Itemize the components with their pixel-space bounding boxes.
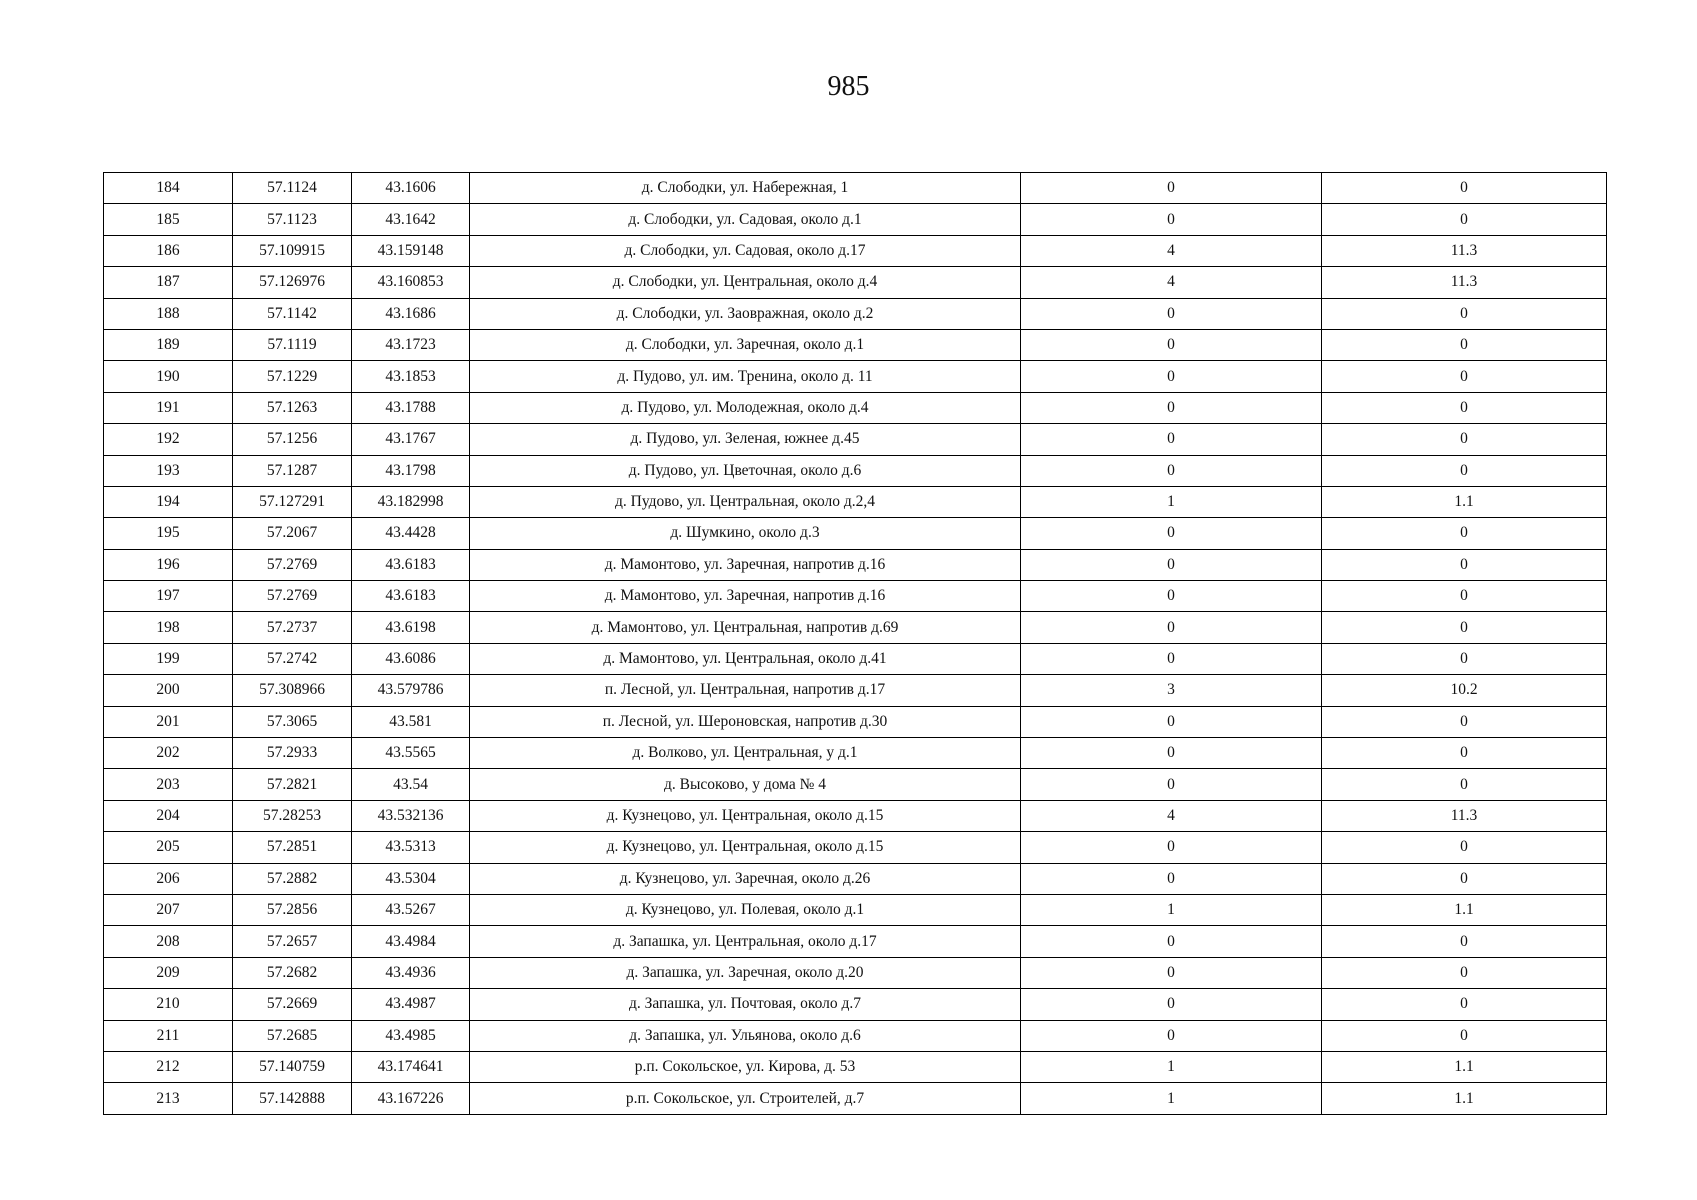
latitude-cell: 57.1229 xyxy=(233,361,352,392)
longitude-cell: 43.6183 xyxy=(352,581,470,612)
address-cell: д. Запашка, ул. Почтовая, около д.7 xyxy=(470,989,1021,1020)
longitude-cell: 43.1723 xyxy=(352,329,470,360)
table-row xyxy=(104,581,1607,612)
latitude-cell: 57.2769 xyxy=(233,549,352,580)
address-cell: д. Слободки, ул. Заречная, около д.1 xyxy=(470,329,1021,360)
address-cell: д. Мамонтово, ул. Центральная, около д.41 xyxy=(470,643,1021,674)
count-cell: 0 xyxy=(1021,518,1322,549)
value-cell: 0 xyxy=(1322,989,1607,1020)
row-number-cell: 192 xyxy=(104,424,233,455)
row-number-cell: 191 xyxy=(104,392,233,423)
address-cell: п. Лесной, ул. Шероновская, напротив д.30 xyxy=(470,706,1021,737)
latitude-cell: 57.142888 xyxy=(233,1083,352,1114)
address-cell: д. Высоково, у дома № 4 xyxy=(470,769,1021,800)
latitude-cell: 57.2657 xyxy=(233,926,352,957)
row-number-cell: 202 xyxy=(104,738,233,769)
address-cell: д. Кузнецово, ул. Центральная, около д.15 xyxy=(470,800,1021,831)
table-row xyxy=(104,832,1607,863)
value-cell: 1.1 xyxy=(1322,894,1607,925)
count-cell: 1 xyxy=(1021,894,1322,925)
table-row xyxy=(104,424,1607,455)
longitude-cell: 43.1642 xyxy=(352,204,470,235)
longitude-cell: 43.5304 xyxy=(352,863,470,894)
latitude-cell: 57.2669 xyxy=(233,989,352,1020)
address-cell: д. Волково, ул. Центральная, у д.1 xyxy=(470,738,1021,769)
row-number-cell: 207 xyxy=(104,894,233,925)
value-cell: 0 xyxy=(1322,926,1607,957)
value-cell: 0 xyxy=(1322,832,1607,863)
longitude-cell: 43.1767 xyxy=(352,424,470,455)
address-cell: д. Мамонтово, ул. Центральная, напротив д.69 xyxy=(470,612,1021,643)
latitude-cell: 57.2685 xyxy=(233,1020,352,1051)
count-cell: 0 xyxy=(1021,204,1322,235)
row-number-cell: 213 xyxy=(104,1083,233,1114)
longitude-cell: 43.6086 xyxy=(352,643,470,674)
count-cell: 0 xyxy=(1021,361,1322,392)
longitude-cell: 43.182998 xyxy=(352,486,470,517)
row-number-cell: 195 xyxy=(104,518,233,549)
value-cell: 0 xyxy=(1322,298,1607,329)
longitude-cell: 43.4936 xyxy=(352,957,470,988)
latitude-cell: 57.126976 xyxy=(233,267,352,298)
value-cell: 0 xyxy=(1322,549,1607,580)
count-cell: 0 xyxy=(1021,643,1322,674)
count-cell: 0 xyxy=(1021,392,1322,423)
row-number-cell: 211 xyxy=(104,1020,233,1051)
page-number: 985 xyxy=(827,71,870,102)
longitude-cell: 43.4428 xyxy=(352,518,470,549)
latitude-cell: 57.109915 xyxy=(233,235,352,266)
value-cell: 1.1 xyxy=(1322,1083,1607,1114)
address-cell: д. Слободки, ул. Набережная, 1 xyxy=(470,173,1021,204)
count-cell: 0 xyxy=(1021,1020,1322,1051)
latitude-cell: 57.2933 xyxy=(233,738,352,769)
count-cell: 0 xyxy=(1021,706,1322,737)
value-cell: 0 xyxy=(1322,769,1607,800)
table-row xyxy=(104,1020,1607,1051)
value-cell: 1.1 xyxy=(1322,486,1607,517)
count-cell: 0 xyxy=(1021,863,1322,894)
latitude-cell: 57.1256 xyxy=(233,424,352,455)
latitude-cell: 57.1124 xyxy=(233,173,352,204)
latitude-cell: 57.1287 xyxy=(233,455,352,486)
longitude-cell: 43.1788 xyxy=(352,392,470,423)
latitude-cell: 57.2742 xyxy=(233,643,352,674)
latitude-cell: 57.2067 xyxy=(233,518,352,549)
value-cell: 0 xyxy=(1322,204,1607,235)
address-cell: д. Слободки, ул. Садовая, около д.17 xyxy=(470,235,1021,266)
table-body xyxy=(104,173,1607,1115)
table-row xyxy=(104,863,1607,894)
row-number-cell: 212 xyxy=(104,1051,233,1082)
row-number-cell: 186 xyxy=(104,235,233,266)
longitude-cell: 43.1798 xyxy=(352,455,470,486)
count-cell: 0 xyxy=(1021,298,1322,329)
row-number-cell: 197 xyxy=(104,581,233,612)
table-row xyxy=(104,235,1607,266)
count-cell: 4 xyxy=(1021,267,1322,298)
longitude-cell: 43.167226 xyxy=(352,1083,470,1114)
table-row xyxy=(104,267,1607,298)
value-cell: 1.1 xyxy=(1322,1051,1607,1082)
table-row xyxy=(104,518,1607,549)
count-cell: 1 xyxy=(1021,1051,1322,1082)
count-cell: 0 xyxy=(1021,926,1322,957)
row-number-cell: 199 xyxy=(104,643,233,674)
longitude-cell: 43.1686 xyxy=(352,298,470,329)
value-cell: 0 xyxy=(1322,361,1607,392)
row-number-cell: 185 xyxy=(104,204,233,235)
latitude-cell: 57.127291 xyxy=(233,486,352,517)
latitude-cell: 57.2821 xyxy=(233,769,352,800)
table-row xyxy=(104,173,1607,204)
table-row xyxy=(104,738,1607,769)
table-row xyxy=(104,643,1607,674)
address-cell: д. Слободки, ул. Центральная, около д.4 xyxy=(470,267,1021,298)
table-row xyxy=(104,298,1607,329)
address-cell: д. Пудово, ул. Цветочная, около д.6 xyxy=(470,455,1021,486)
value-cell: 0 xyxy=(1322,173,1607,204)
longitude-cell: 43.5267 xyxy=(352,894,470,925)
address-cell: п. Лесной, ул. Центральная, напротив д.17 xyxy=(470,675,1021,706)
latitude-cell: 57.2851 xyxy=(233,832,352,863)
longitude-cell: 43.5313 xyxy=(352,832,470,863)
count-cell: 1 xyxy=(1021,486,1322,517)
address-cell: д. Шумкино, около д.3 xyxy=(470,518,1021,549)
row-number-cell: 198 xyxy=(104,612,233,643)
count-cell: 4 xyxy=(1021,235,1322,266)
address-cell: д. Запашка, ул. Центральная, около д.17 xyxy=(470,926,1021,957)
longitude-cell: 43.159148 xyxy=(352,235,470,266)
address-cell: д. Слободки, ул. Заовражная, около д.2 xyxy=(470,298,1021,329)
longitude-cell: 43.581 xyxy=(352,706,470,737)
count-cell: 0 xyxy=(1021,581,1322,612)
table-row xyxy=(104,612,1607,643)
latitude-cell: 57.2856 xyxy=(233,894,352,925)
longitude-cell: 43.5565 xyxy=(352,738,470,769)
value-cell: 11.3 xyxy=(1322,800,1607,831)
table-row xyxy=(104,989,1607,1020)
value-cell: 0 xyxy=(1322,643,1607,674)
table-row xyxy=(104,329,1607,360)
row-number-cell: 193 xyxy=(104,455,233,486)
table-row xyxy=(104,675,1607,706)
address-cell: д. Мамонтово, ул. Заречная, напротив д.16 xyxy=(470,581,1021,612)
row-number-cell: 190 xyxy=(104,361,233,392)
row-number-cell: 188 xyxy=(104,298,233,329)
count-cell: 0 xyxy=(1021,957,1322,988)
count-cell: 0 xyxy=(1021,455,1322,486)
latitude-cell: 57.28253 xyxy=(233,800,352,831)
latitude-cell: 57.1142 xyxy=(233,298,352,329)
table-row xyxy=(104,204,1607,235)
row-number-cell: 189 xyxy=(104,329,233,360)
latitude-cell: 57.2882 xyxy=(233,863,352,894)
table-row xyxy=(104,926,1607,957)
value-cell: 0 xyxy=(1322,581,1607,612)
address-cell: д. Пудово, ул. им. Тренина, около д. 11 xyxy=(470,361,1021,392)
table-row xyxy=(104,549,1607,580)
row-number-cell: 205 xyxy=(104,832,233,863)
address-cell: д. Запашка, ул. Заречная, около д.20 xyxy=(470,957,1021,988)
longitude-cell: 43.4984 xyxy=(352,926,470,957)
count-cell: 0 xyxy=(1021,549,1322,580)
table-row xyxy=(104,392,1607,423)
row-number-cell: 210 xyxy=(104,989,233,1020)
value-cell: 0 xyxy=(1322,612,1607,643)
value-cell: 11.3 xyxy=(1322,235,1607,266)
value-cell: 0 xyxy=(1322,329,1607,360)
longitude-cell: 43.160853 xyxy=(352,267,470,298)
points-table xyxy=(103,172,1607,1115)
table-row xyxy=(104,1051,1607,1082)
count-cell: 4 xyxy=(1021,800,1322,831)
address-cell: д. Мамонтово, ул. Заречная, напротив д.16 xyxy=(470,549,1021,580)
longitude-cell: 43.6183 xyxy=(352,549,470,580)
value-cell: 0 xyxy=(1322,1020,1607,1051)
row-number-cell: 194 xyxy=(104,486,233,517)
table-row xyxy=(104,486,1607,517)
value-cell: 11.3 xyxy=(1322,267,1607,298)
count-cell: 0 xyxy=(1021,738,1322,769)
longitude-cell: 43.6198 xyxy=(352,612,470,643)
count-cell: 0 xyxy=(1021,329,1322,360)
value-cell: 10.2 xyxy=(1322,675,1607,706)
count-cell: 0 xyxy=(1021,769,1322,800)
latitude-cell: 57.140759 xyxy=(233,1051,352,1082)
row-number-cell: 184 xyxy=(104,173,233,204)
latitude-cell: 57.3065 xyxy=(233,706,352,737)
address-cell: д. Кузнецово, ул. Заречная, около д.26 xyxy=(470,863,1021,894)
latitude-cell: 57.1119 xyxy=(233,329,352,360)
value-cell: 0 xyxy=(1322,738,1607,769)
longitude-cell: 43.4985 xyxy=(352,1020,470,1051)
longitude-cell: 43.1606 xyxy=(352,173,470,204)
row-number-cell: 209 xyxy=(104,957,233,988)
latitude-cell: 57.308966 xyxy=(233,675,352,706)
value-cell: 0 xyxy=(1322,424,1607,455)
longitude-cell: 43.579786 xyxy=(352,675,470,706)
address-cell: д. Пудово, ул. Молодежная, около д.4 xyxy=(470,392,1021,423)
row-number-cell: 187 xyxy=(104,267,233,298)
value-cell: 0 xyxy=(1322,863,1607,894)
address-cell: д. Слободки, ул. Садовая, около д.1 xyxy=(470,204,1021,235)
count-cell: 0 xyxy=(1021,612,1322,643)
row-number-cell: 208 xyxy=(104,926,233,957)
address-cell: д. Кузнецово, ул. Полевая, около д.1 xyxy=(470,894,1021,925)
latitude-cell: 57.1123 xyxy=(233,204,352,235)
row-number-cell: 201 xyxy=(104,706,233,737)
value-cell: 0 xyxy=(1322,518,1607,549)
table-row xyxy=(104,361,1607,392)
table-row xyxy=(104,1083,1607,1114)
count-cell: 0 xyxy=(1021,424,1322,455)
address-cell: д. Запашка, ул. Ульянова, около д.6 xyxy=(470,1020,1021,1051)
count-cell: 0 xyxy=(1021,173,1322,204)
table-row xyxy=(104,769,1607,800)
row-number-cell: 206 xyxy=(104,863,233,894)
table-row xyxy=(104,894,1607,925)
value-cell: 0 xyxy=(1322,455,1607,486)
latitude-cell: 57.2769 xyxy=(233,581,352,612)
table-row xyxy=(104,957,1607,988)
address-cell: р.п. Сокольское, ул. Строителей, д.7 xyxy=(470,1083,1021,1114)
longitude-cell: 43.4987 xyxy=(352,989,470,1020)
row-number-cell: 204 xyxy=(104,800,233,831)
longitude-cell: 43.1853 xyxy=(352,361,470,392)
value-cell: 0 xyxy=(1322,706,1607,737)
row-number-cell: 203 xyxy=(104,769,233,800)
table-row xyxy=(104,706,1607,737)
count-cell: 0 xyxy=(1021,989,1322,1020)
longitude-cell: 43.54 xyxy=(352,769,470,800)
row-number-cell: 196 xyxy=(104,549,233,580)
table-row xyxy=(104,455,1607,486)
count-cell: 1 xyxy=(1021,1083,1322,1114)
latitude-cell: 57.2737 xyxy=(233,612,352,643)
latitude-cell: 57.1263 xyxy=(233,392,352,423)
longitude-cell: 43.532136 xyxy=(352,800,470,831)
value-cell: 0 xyxy=(1322,957,1607,988)
address-cell: р.п. Сокольское, ул. Кирова, д. 53 xyxy=(470,1051,1021,1082)
address-cell: д. Пудово, ул. Зеленая, южнее д.45 xyxy=(470,424,1021,455)
table-row xyxy=(104,800,1607,831)
value-cell: 0 xyxy=(1322,392,1607,423)
row-number-cell: 200 xyxy=(104,675,233,706)
latitude-cell: 57.2682 xyxy=(233,957,352,988)
address-cell: д. Пудово, ул. Центральная, около д.2,4 xyxy=(470,486,1021,517)
longitude-cell: 43.174641 xyxy=(352,1051,470,1082)
count-cell: 3 xyxy=(1021,675,1322,706)
count-cell: 0 xyxy=(1021,832,1322,863)
address-cell: д. Кузнецово, ул. Центральная, около д.15 xyxy=(470,832,1021,863)
